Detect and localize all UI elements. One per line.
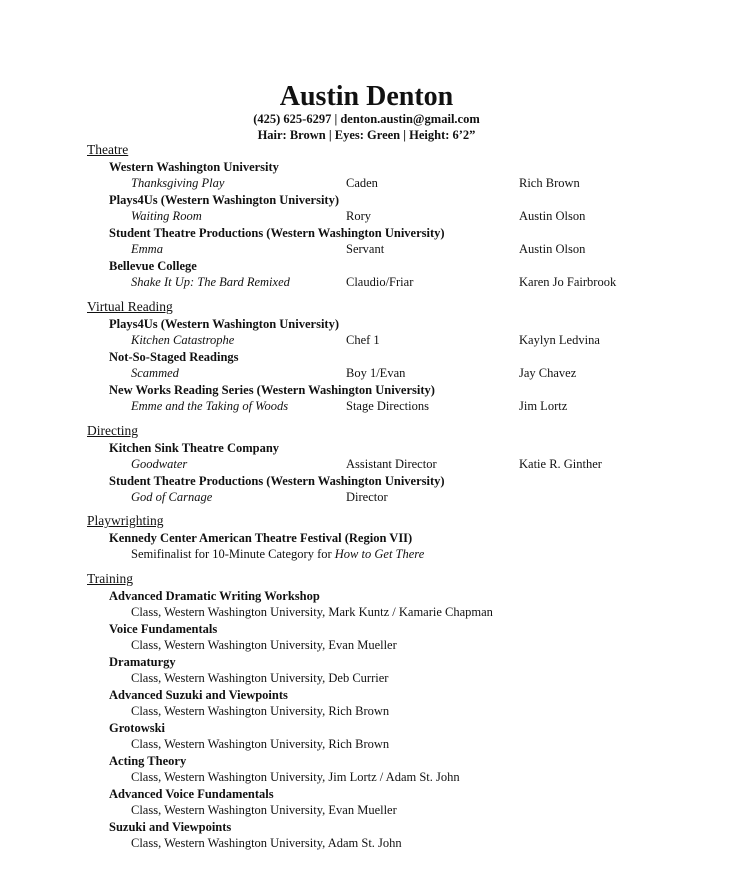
show-title: Kitchen Catastrophe [131,333,235,347]
role: Director [346,490,388,504]
org-name: Kitchen Sink Theatre Company [109,441,280,455]
course-name: Dramaturgy [109,655,176,669]
credit-row [0,241,733,257]
org-name: Student Theatre Productions (Western Washington University) [109,474,445,488]
physical-details: Hair: Brown | Eyes: Green | Height: 6’2” [257,128,476,142]
director: Rich Brown [519,176,580,190]
org-name: Plays4Us (Western Washington University) [109,317,339,331]
credit-row [0,332,733,348]
director: Katie R. Ginther [519,457,602,471]
contact-line: (425) 625-6297 | denton.austin@gmail.com [253,112,480,126]
role: Chef 1 [346,333,380,347]
show-title: Emme and the Taking of Woods [131,399,289,413]
course-name: Grotowski [109,721,166,735]
section-title-virtual-reading: Virtual Reading [87,299,173,314]
course-detail: Class, Western Washington University, Jim Lortz / Adam St. John [131,770,460,784]
show-title: Waiting Room [131,209,202,223]
show-title: Emma [131,242,163,256]
org-name: New Works Reading Series (Western Washington University) [109,383,435,397]
credit-row [0,208,733,224]
credit-row [0,456,733,472]
role: Caden [346,176,378,190]
course-detail: Class, Western Washington University, Rich Brown [131,737,390,751]
director: Austin Olson [519,209,586,223]
course-detail: Class, Western Washington University, Adam St. John [131,836,402,850]
org-name: Plays4Us (Western Washington University) [109,193,339,207]
credit-row [0,489,733,505]
role: Assistant Director [346,457,437,471]
org-name: Student Theatre Productions (Western Washington University) [109,226,445,240]
role: Boy 1/Evan [346,366,406,380]
org-name: Kennedy Center American Theatre Festival (Region VII) [109,531,413,545]
director: Austin Olson [519,242,586,256]
show-title: Goodwater [131,457,188,471]
course-name: Suzuki and Viewpoints [109,820,232,834]
course-name: Advanced Dramatic Writing Workshop [109,589,320,603]
director: Kaylyn Ledvina [519,333,600,347]
course-name: Voice Fundamentals [109,622,218,636]
section-title-playwrighting: Playwrighting [87,513,164,528]
course-detail: Class, Western Washington University, Evan Mueller [131,638,397,652]
org-name: Bellevue College [109,259,197,273]
role: Stage Directions [346,399,429,413]
course-detail: Class, Western Washington University, Deb Currier [131,671,389,685]
show-title: Thanksgiving Play [131,176,225,190]
org-name: Not-So-Staged Readings [109,350,239,364]
section-title-directing: Directing [87,423,138,438]
show-title: God of Carnage [131,490,213,504]
section-title-training: Training [87,571,134,586]
course-detail: Class, Western Washington University, Rich Brown [131,704,390,718]
award-detail-text: Semifinalist for 10-Minute Category for [131,547,335,561]
show-title: Shake It Up: The Bard Remixed [131,275,290,289]
org-name: Western Washington University [109,160,279,174]
course-detail: Class, Western Washington University, Mark Kuntz / Kamarie Chapman [131,605,493,619]
director: Karen Jo Fairbrook [519,275,617,289]
role: Rory [346,209,371,223]
show-title: Scammed [131,366,179,380]
director: Jay Chavez [519,366,577,380]
director: Jim Lortz [519,399,568,413]
award-detail [131,546,424,562]
role: Claudio/Friar [346,275,414,289]
section-title-theatre: Theatre [87,142,129,157]
course-name: Acting Theory [109,754,187,768]
course-detail: Class, Western Washington University, Evan Mueller [131,803,397,817]
resume-name: Austin Denton [279,81,454,112]
credit-row [0,398,733,414]
role: Servant [346,242,385,256]
course-name: Advanced Voice Fundamentals [109,787,274,801]
credit-row [0,274,733,290]
credit-row [0,365,733,381]
play-title: How to Get There [334,547,425,561]
credit-row [0,175,733,191]
course-name: Advanced Suzuki and Viewpoints [109,688,288,702]
